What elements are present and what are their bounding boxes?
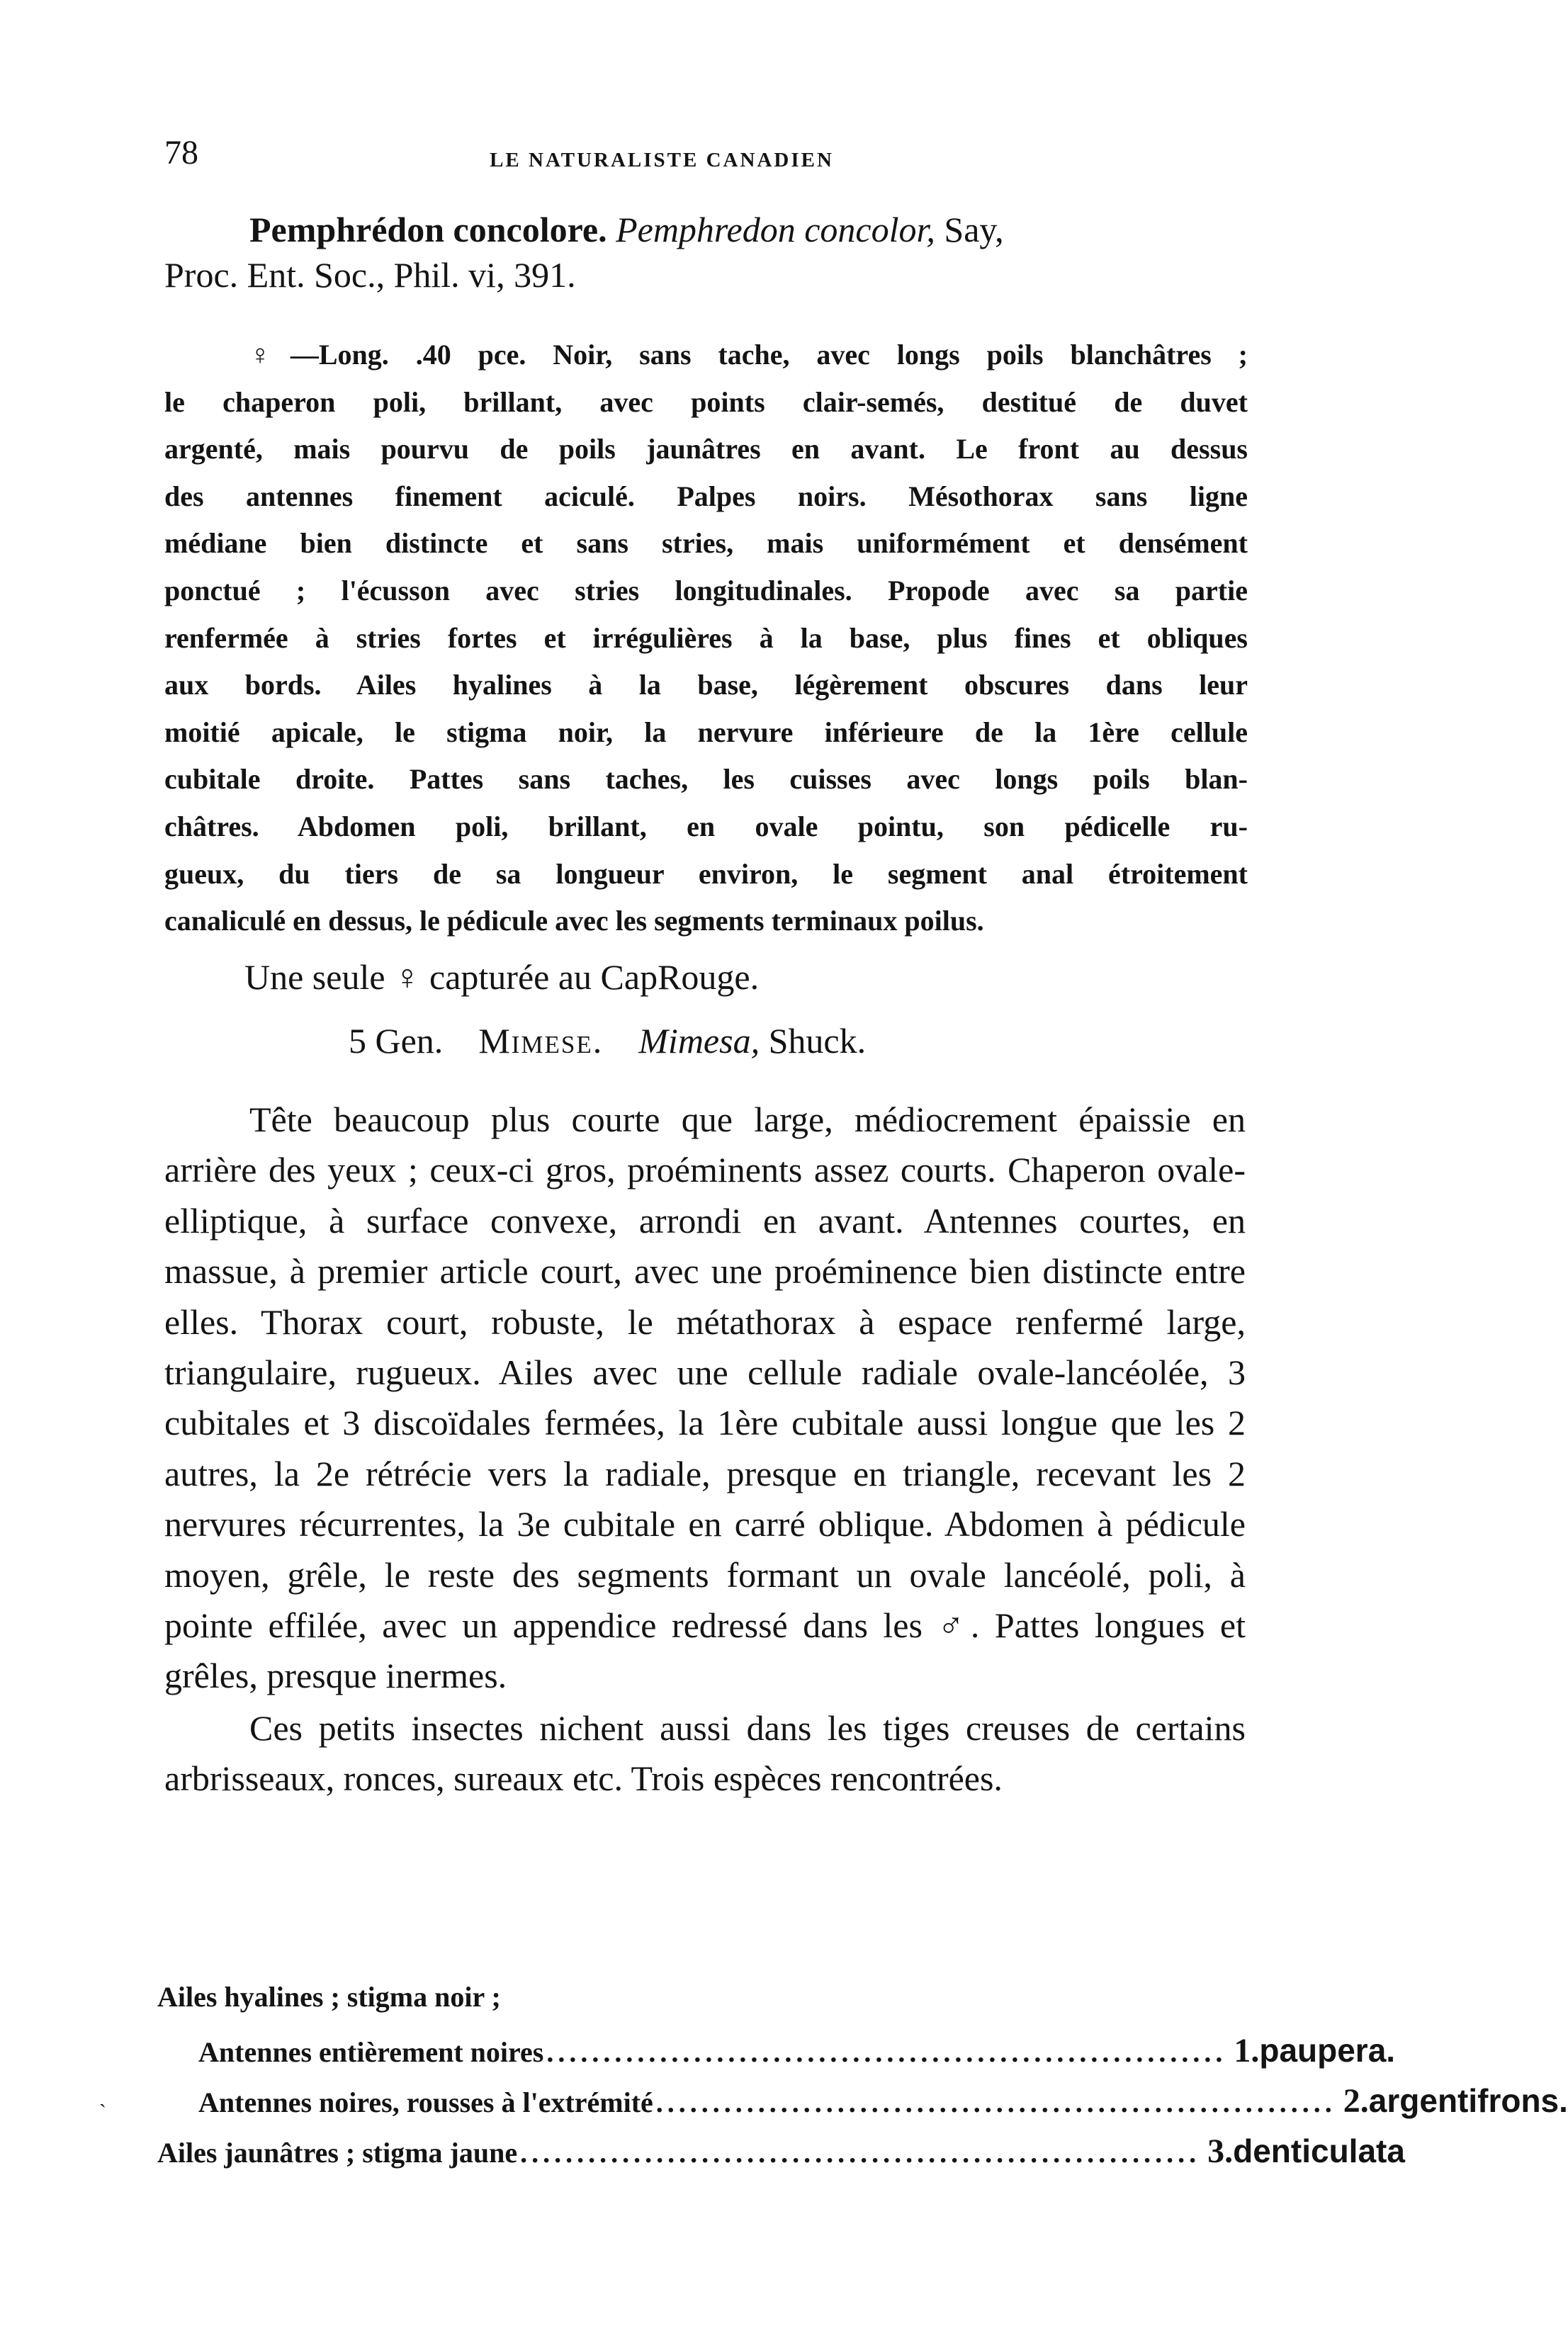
genus-latin: Mimesa,: [638, 1021, 760, 1061]
genus-author: Shuck.: [768, 1021, 867, 1061]
species-author: Say,: [944, 210, 1004, 249]
description-line: ponctué ; l'écusson avec stries longitudinales. Propode avec sa partie: [164, 574, 1248, 606]
description-line: le chaperon poli, brillant, avec points clair-semés, destitué de duvet: [164, 385, 1248, 418]
species-french-name: Pemphrédon concolore.: [249, 210, 607, 249]
species-latin-name: Pemphredon concolor,: [616, 210, 935, 249]
key-number: 3.: [1207, 2133, 1234, 2170]
key-number: 1.: [1234, 2032, 1260, 2069]
species-description: [164, 332, 1248, 945]
running-head: LE NATURALISTE CANADIEN: [490, 149, 834, 171]
description-line: médiane bien distincte et sans stries, mais uniformément et densément: [164, 527, 1248, 560]
genus-description: [164, 1095, 1246, 1804]
description-line: châtres. Abdomen poli, brillant, en ovale pointu, son pédicelle ru-: [164, 810, 1248, 842]
key-row: [157, 2132, 1405, 2174]
genus-name: Mimese.: [478, 1021, 604, 1061]
key-label: Ailes jaunâtres ; stigma jaune: [157, 2137, 518, 2169]
key-taxon: paupera.: [1259, 2032, 1396, 2069]
capture-note: Une seule ♀ capturée au CapRouge.: [244, 957, 760, 997]
key-row: [157, 2031, 1396, 2074]
description-line: argenté, mais pourvu de poils jaunâtres en avant. Le front au dessus: [164, 433, 1248, 465]
description-line: gueux, du tiers de sa longueur environ, le segment anal étroitement: [164, 857, 1248, 890]
description-line: moitié apicale, le stigma noir, la nervure inférieure de la 1ère cellule: [164, 716, 1248, 748]
description-line: aux bords. Ailes hyalines à la base, légèrement obscures dans leur: [164, 669, 1248, 701]
description-line: cubitale droite. Pattes sans taches, les cuisses avec longs poils blan-: [164, 763, 1248, 796]
key-label: Antennes noires, rousses à l'extrémité: [198, 2086, 653, 2118]
key-row: [157, 2081, 1568, 2124]
description-line: ♀—Long. .40 pce. Noir, sans tache, avec longs poils blanchâtres ;: [249, 339, 1248, 371]
description-line: renfermée à stries fortes et irrégulières à la base, plus fines et obliques: [164, 621, 1248, 654]
species-heading: [164, 207, 1248, 298]
genus-number: 5 Gen.: [349, 1021, 444, 1061]
dot-leader: ............................................................: [546, 2036, 1227, 2068]
species-reference: Proc. Ent. Soc., Phil. vi, 391.: [164, 255, 576, 295]
key-taxon: argentifrons.: [1368, 2082, 1568, 2119]
dot-leader: ............................................................: [655, 2086, 1336, 2118]
page-number: 78: [164, 134, 198, 171]
key-number: 2.: [1343, 2082, 1369, 2120]
description-line: des antennes finement aciculé. Palpes noirs. Mésothorax sans ligne: [164, 480, 1248, 512]
page-header: [164, 133, 1244, 183]
key-label: Antennes entièrement noires: [198, 2036, 544, 2068]
description-line: canaliculé en dessus, le pédicule avec les segments terminaux poilus.: [164, 905, 984, 937]
key-label: Ailes hyalines ; stigma noir ;: [157, 1981, 501, 2013]
key-row: [157, 1980, 1248, 2023]
margin-mark: ˏ: [99, 2084, 106, 2108]
dot-leader: ............................................................: [520, 2137, 1201, 2169]
key-taxon: denticulata: [1233, 2133, 1405, 2169]
genus-paragraph: Ces petits insectes nichent aussi dans les tiges creuses de certains arbrisseaux, ronces, sureaux etc. Trois espèces rencontrées.: [164, 1707, 1246, 1799]
genus-heading: [349, 1020, 866, 1061]
genus-paragraph: Tête beaucoup plus courte que large, médiocrement épaissie en arrière des yeux ; ceux-ci gros, proéminents assez courts. Chaperon ovale-elliptique, à surface convexe, arrondi en avant. Antennes courtes, en massue, à premier article court, avec une proéminence bien distincte entre elles. Thorax court, robuste, le métathorax à espace renfermé large, triangulaire, rugueux. Ailes avec une cellule radiale ovale-lancéolée, 3 cubitales et 3 discoïdales fermées, la 1ère cubitale aussi longue que les 2 autres, la 2e rétrécie vers la radiale, presque en triangle, recevant les 2 nervures récurrentes, la 3e cubitale en carré oblique. Abdomen à pédicule moyen, grêle, le reste des segments formant un ovale lancéolé, poli, à pointe effilée, avec un appendice redressé dans les ♂. Pattes longues et grêles, presque inermes.: [164, 1100, 1246, 1696]
